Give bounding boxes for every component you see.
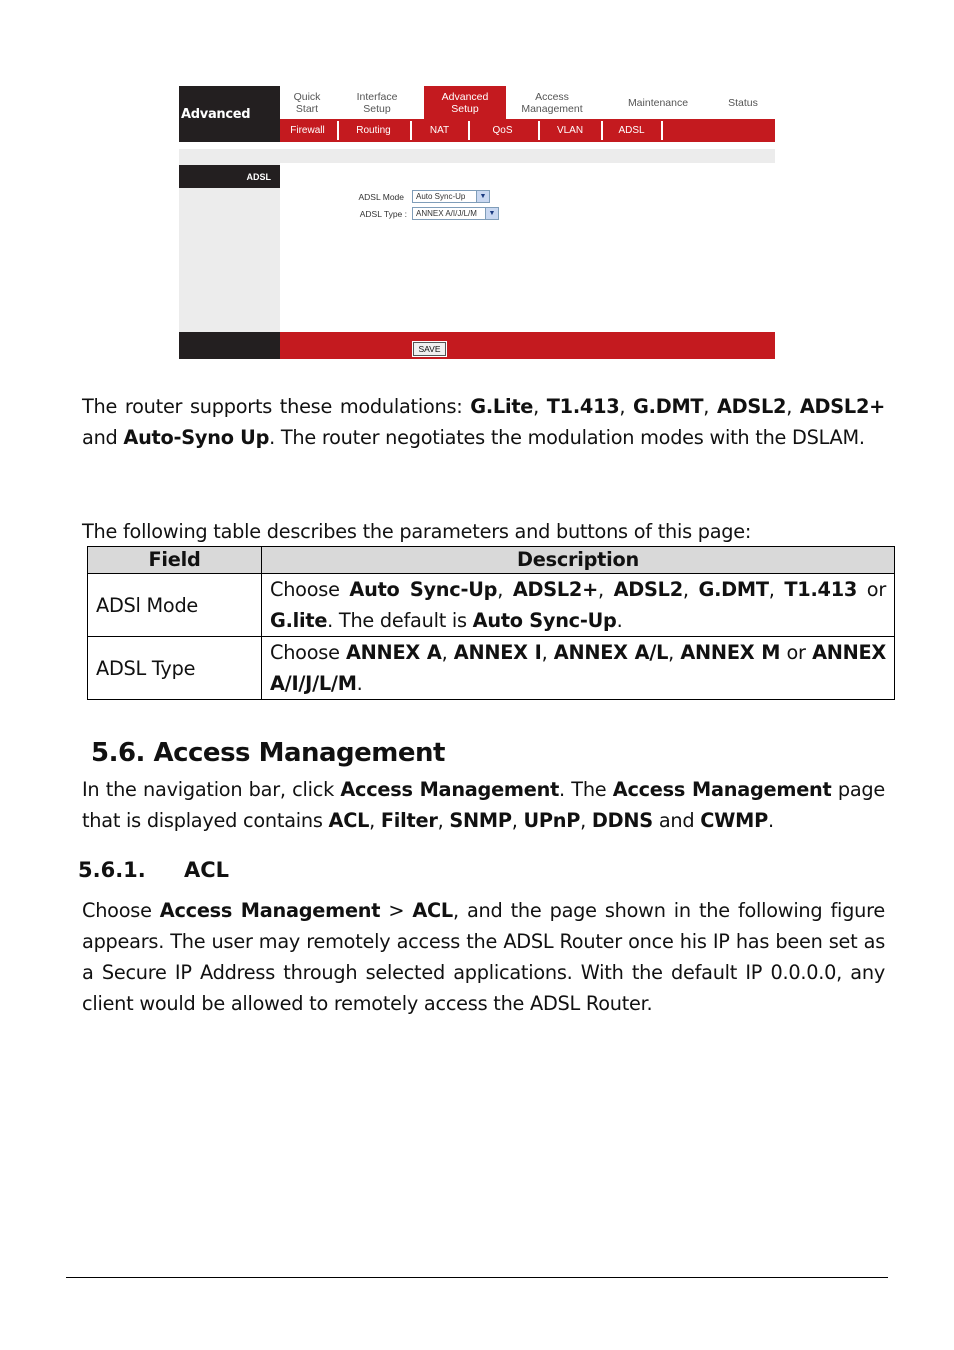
tab-access-management[interactable]: [512, 91, 592, 115]
acl-paragraph: [82, 895, 885, 1019]
header-divider-bar: [179, 149, 775, 163]
term: CWMP: [700, 809, 768, 832]
subsection-number: 5.6.1.: [78, 858, 146, 882]
text: . The: [559, 778, 613, 801]
term: ANNEX M: [680, 641, 781, 664]
subtab-firewall[interactable]: Firewall: [290, 125, 325, 136]
term: Access Management: [612, 778, 832, 801]
tab-label: Setup: [451, 103, 479, 115]
parameter-table: [87, 546, 895, 700]
text: ,: [703, 395, 717, 418]
access-management-paragraph: [82, 774, 885, 836]
table-row: [88, 637, 895, 700]
footer-bar: [280, 332, 775, 359]
subsection-heading: [78, 853, 229, 887]
column-header-description: Description: [262, 547, 895, 574]
subtab-qos[interactable]: QoS: [492, 125, 513, 136]
tab-label: Access: [535, 91, 569, 103]
tab-status[interactable]: [718, 97, 768, 109]
term: ACL: [412, 899, 453, 922]
divider: [661, 121, 663, 140]
term: ADSL2+: [799, 395, 886, 418]
top-navigation: [280, 86, 775, 119]
subtab-adsl[interactable]: ADSL: [618, 125, 645, 136]
adsl-type-value: ANNEX A/I/J/L/M: [416, 209, 477, 218]
term: DDNS: [591, 809, 653, 832]
term: T1.413: [784, 578, 858, 601]
term: UPnP: [523, 809, 581, 832]
tab-label: Management: [521, 103, 583, 115]
text: page that is displayed contains: [82, 778, 885, 832]
text: and: [652, 809, 701, 832]
term: T1.413: [546, 395, 620, 418]
text: , and the page shown in the following figure appears. The user may remotely access the ADSL Router once his IP has been set as a Secure IP Address through selected applications. With the default IP 0.0.0.0, any client would be allowed to remotely access the ADSL Router.: [82, 899, 885, 1015]
text: ,: [437, 809, 450, 832]
table-intro: The following table describes the parameters and buttons of this page:: [82, 520, 752, 543]
adsl-mode-label: ADSL Mode: [358, 192, 404, 202]
subtab-routing[interactable]: Routing: [356, 125, 391, 136]
text: >: [380, 899, 413, 922]
footer-left: [179, 332, 280, 359]
text: Choose: [82, 899, 160, 922]
term: G.Lite: [470, 395, 534, 418]
term: ANNEX A/L: [553, 641, 669, 664]
adsl-type-label: ADSL Type :: [359, 209, 407, 219]
field-cell: ADSL Type: [88, 637, 262, 700]
text: . The router negotiates the modulation modes with the DSLAM.: [269, 426, 865, 449]
table-header-row: [88, 547, 895, 574]
text: ,: [768, 578, 785, 601]
chevron-down-icon: ▼: [476, 191, 489, 202]
text: .: [767, 809, 774, 832]
text: ,: [369, 809, 381, 832]
text: ,: [668, 641, 681, 664]
tab-label: Start: [295, 103, 319, 115]
text: ,: [786, 395, 800, 418]
text: Choose: [270, 641, 346, 664]
section-label: ADSL: [179, 165, 280, 188]
text: In the navigation bar, click: [82, 778, 341, 801]
term: G.lite: [270, 609, 328, 632]
subtab-vlan[interactable]: VLAN: [556, 125, 584, 136]
text: . The default is: [327, 609, 473, 632]
term: G.DMT: [633, 395, 704, 418]
term: ACL: [328, 809, 370, 832]
term: Access Management: [340, 778, 560, 801]
text: Choose: [270, 578, 350, 601]
term: Access Management: [159, 899, 381, 922]
chevron-down-icon: ▼: [485, 208, 498, 219]
text: ,: [441, 641, 454, 664]
left-panel: [179, 163, 280, 359]
text: ,: [497, 578, 513, 601]
term: Auto Sync-Up: [472, 609, 617, 632]
text: and: [82, 426, 124, 449]
save-button[interactable]: SAVE: [413, 342, 446, 356]
term: ANNEX A: [346, 641, 442, 664]
subsection-title: ACL: [184, 858, 230, 882]
term: SNMP: [449, 809, 512, 832]
term: ANNEX A/I/J/L/M: [270, 641, 887, 695]
term: G.DMT: [698, 578, 769, 601]
term: ADSL2+: [512, 578, 598, 601]
term: Auto-Syno Up: [123, 426, 270, 449]
term: ADSL2: [613, 578, 683, 601]
text: ,: [533, 395, 547, 418]
tab-label: Setup: [363, 103, 391, 115]
footer-rule: [66, 1277, 888, 1278]
text: .: [616, 609, 623, 632]
text: ,: [511, 809, 524, 832]
description-cell: [262, 574, 895, 637]
sub-navigation: [280, 119, 775, 142]
text: ,: [597, 578, 614, 601]
column-header-field: Field: [88, 547, 262, 574]
tab-advanced-setup[interactable]: [424, 86, 506, 119]
section-heading: 5.6. Access Management: [91, 738, 445, 768]
tab-label: Maintenance: [627, 97, 689, 109]
term: Filter: [380, 809, 438, 832]
router-ui-screenshot: [179, 86, 775, 359]
text: or: [857, 578, 886, 601]
tab-interface-setup[interactable]: [346, 91, 408, 115]
term: Auto Sync-Up: [349, 578, 498, 601]
subtab-nat[interactable]: NAT: [429, 125, 450, 136]
tab-maintenance[interactable]: [618, 97, 698, 109]
adsl-mode-select[interactable]: [412, 190, 490, 203]
description-cell: [262, 637, 895, 700]
text: .: [356, 672, 363, 695]
table-row: [88, 574, 895, 637]
tab-label: Quick: [293, 91, 321, 103]
text: The router supports these modulations:: [82, 395, 471, 418]
text: ,: [580, 809, 592, 832]
tab-label: Status: [728, 97, 758, 109]
text: or: [780, 641, 813, 664]
brand-label: Advanced: [179, 86, 280, 142]
adsl-type-select[interactable]: [412, 207, 499, 220]
text: ,: [619, 395, 634, 418]
tab-quick-start[interactable]: [282, 91, 332, 115]
field-cell: ADSl Mode: [88, 574, 262, 637]
tab-label: Advanced: [441, 91, 489, 103]
text: ,: [541, 641, 554, 664]
text: ,: [682, 578, 699, 601]
tab-label: Interface: [356, 91, 398, 103]
adsl-mode-value: Auto Sync-Up: [416, 192, 466, 201]
modulation-paragraph: [82, 391, 885, 453]
term: ANNEX I: [453, 641, 542, 664]
term: ADSL2: [716, 395, 787, 418]
